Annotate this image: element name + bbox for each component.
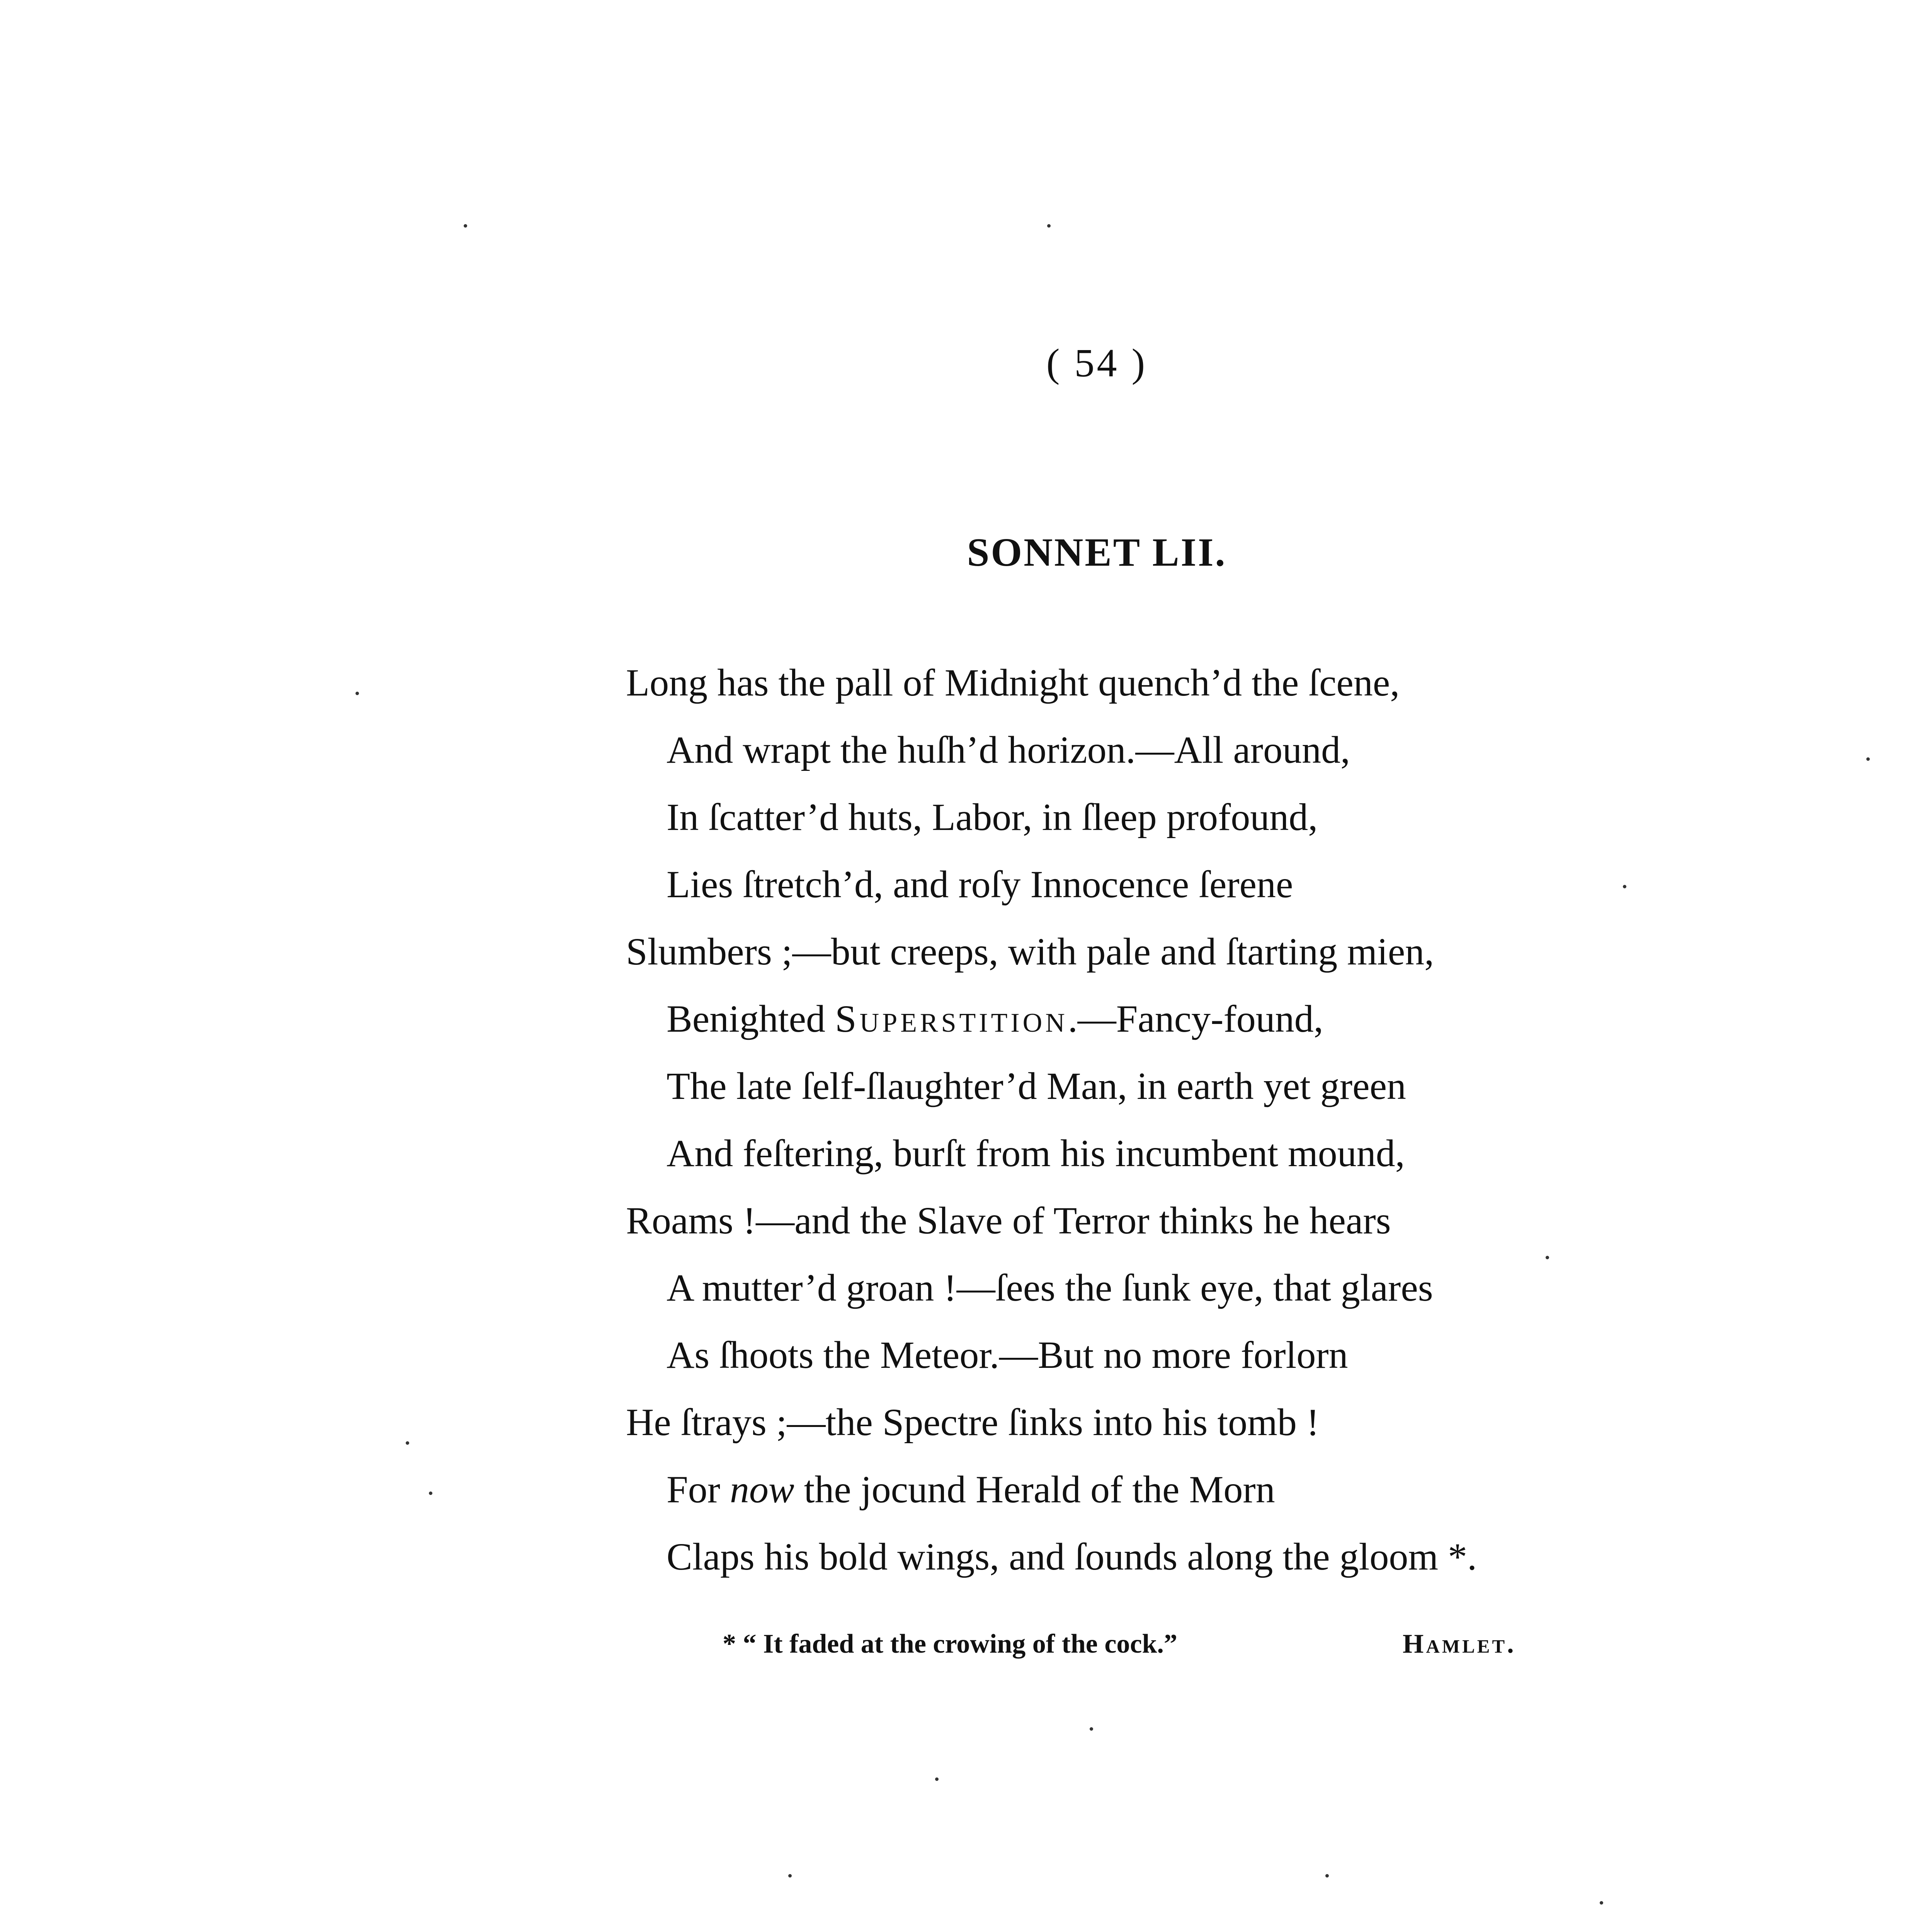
poem-line-11: As ſhoots the Meteor.—But no more forlorn xyxy=(667,1333,1348,1376)
poem-line-5: Slumbers ;—but creeps, with pale and ſtarting mien, xyxy=(626,930,1434,973)
scan-speck xyxy=(1090,1727,1093,1731)
scan-speck xyxy=(464,224,467,228)
poem-line-9: Roams !—and the Slave of Terror thinks he hears xyxy=(626,1199,1391,1242)
poem-line-6-tail: .—Fancy-found, xyxy=(1068,997,1323,1040)
poem-line-13-tail: the jocund Herald of the Morn xyxy=(794,1468,1275,1511)
scan-speck xyxy=(788,1874,792,1878)
poem-line-12: He ſtrays ;—the Spectre ſinks into his tomb ! xyxy=(626,1401,1320,1444)
scan-speck xyxy=(1866,757,1870,761)
poem-line-10: A mutter’d groan !—ſees the ſunk eye, that glares xyxy=(667,1266,1433,1309)
poem-line-13 xyxy=(626,1456,1862,1523)
scan-speck xyxy=(1600,1901,1603,1905)
scan-speck xyxy=(1047,224,1051,228)
scan-speck xyxy=(1623,885,1626,888)
scan-speck xyxy=(935,1777,939,1781)
footnote-source: Hamlet. xyxy=(1403,1629,1516,1659)
footnote xyxy=(723,1629,1611,1660)
sonnet-body xyxy=(626,649,1862,1590)
scan-speck xyxy=(1325,1874,1329,1878)
scan-speck xyxy=(406,1441,409,1445)
poem-line-8: And feſtering, burſt from his incumbent mound, xyxy=(667,1132,1405,1175)
poem-line-1: Long has the pall of Midnight quench’d the ſcene, xyxy=(626,661,1400,704)
scan-speck xyxy=(355,692,359,695)
superstition-word: Superstition xyxy=(835,997,1068,1040)
poem-line-2: And wrapt the huſh’d horizon.—All around, xyxy=(667,728,1350,771)
now-word: now xyxy=(730,1468,794,1511)
poem-line-3: In ſcatter’d huts, Labor, in ſleep profound, xyxy=(667,796,1318,838)
scan-speck xyxy=(1546,1256,1549,1259)
scan-speck xyxy=(429,1492,432,1495)
poem-line-14: Claps his bold wings, and ſounds along the gloom *. xyxy=(667,1535,1477,1578)
poem-line-7: The late ſelf-ſlaughter’d Man, in earth yet green xyxy=(667,1065,1406,1107)
poem-line-6-head: Benighted xyxy=(667,997,835,1040)
poem-line-4: Lies ſtretch’d, and roſy Innocence ſerene xyxy=(667,863,1293,906)
page-number: ( 54 ) xyxy=(1046,341,1148,385)
sonnet-title: SONNET LII. xyxy=(967,530,1227,575)
poem-line-13-head: For xyxy=(667,1468,730,1511)
poem-line-6 xyxy=(626,985,1862,1053)
footnote-text: * “ It faded at the crowing of the cock.” xyxy=(723,1629,1177,1659)
